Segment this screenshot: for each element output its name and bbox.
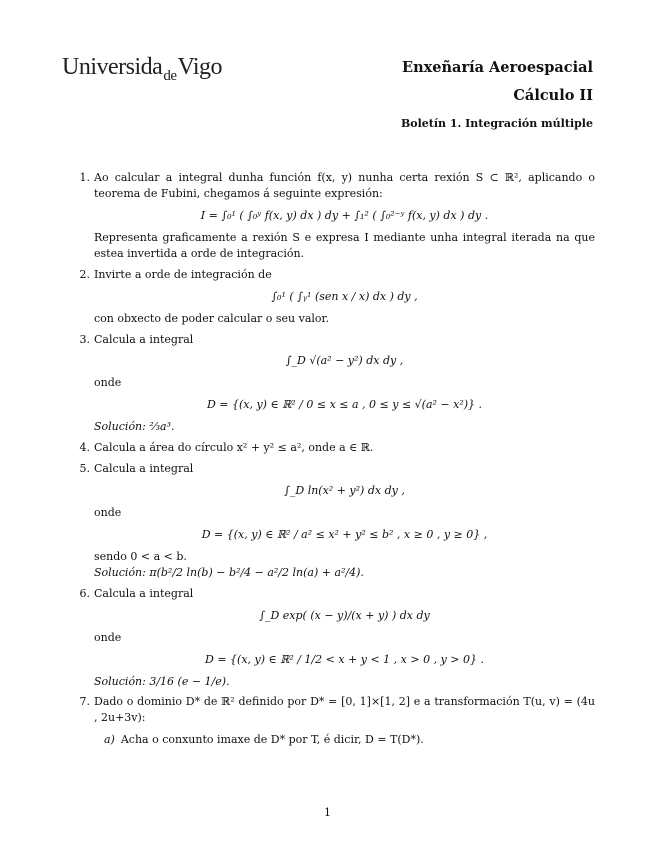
problem-equation: ∫_D √(a² − y²) dx dy , [285, 354, 404, 368]
condition-text: sendo 0 < a < b. [94, 549, 187, 563]
logo-end-text: Vigo [177, 54, 223, 80]
problem-1 [70, 170, 595, 262]
solution-text: Solución: π(b²/2 ln(b) − b²/4 − a²/2 ln(a) + a²/4). [94, 565, 364, 579]
problem-equation: ∫_D exp( (x − y)/(x + y) ) dx dy [259, 608, 430, 622]
where-label: onde [94, 376, 122, 390]
degree-title: Enxeñaría Aeroespacial [402, 59, 593, 76]
problem-number: 7. [79, 695, 90, 709]
problem-6 [70, 586, 595, 690]
sub-item-text: Acha o conxunto imaxe de D* por T, é dicir, D = T(D*). [120, 733, 424, 747]
problem-statement: Dado o dominio D* de ℝ² definido por D* = [0, 1]×[1, 2] e a transformación T(u, v) = (4u , 2u+3v): [94, 695, 595, 725]
sub-item-a [94, 732, 595, 748]
problem-statement: Calcula a área do círculo x² + y² ≤ a², onde a ∈ ℝ. [94, 441, 374, 455]
problem-statement: Ao calcular a integral dunha función f(x, y) nunha certa rexión S ⊂ ℝ², aplicando o teorema de Fubini, chegamos á seguinte expresión: [94, 171, 595, 200]
problem-equation: ∫_D ln(x² + y²) dx dy , [284, 484, 405, 498]
course-title: Cálculo II [513, 87, 593, 104]
problem-number: 4. [79, 441, 90, 455]
domain-equation: D = {(x, y) ∈ ℝ² / 0 ≤ x ≤ a , 0 ≤ y ≤ √(a² − x²)} . [206, 398, 483, 412]
problem-2 [70, 267, 595, 327]
problem-number: 6. [79, 586, 90, 600]
problem-equation: I = ∫₀¹ ( ∫₀ʸ f(x, y) dx ) dy + ∫₁² ( ∫₀²⁻ʸ f(x, y) dx ) dy . [200, 208, 489, 222]
problem-4 [70, 440, 595, 456]
problem-statement: Invirte a orde de integración de [94, 267, 272, 281]
problem-statement: Calcula a integral [94, 462, 194, 476]
problem-number: 5. [79, 462, 90, 476]
problem-statement: Calcula a integral [94, 586, 194, 600]
problem-number: 3. [79, 332, 90, 346]
sub-item-label: a) [104, 733, 115, 747]
problem-instruction: con obxecto de poder calcular o seu valor. [94, 311, 330, 325]
problem-number: 1. [79, 171, 90, 184]
university-logo [62, 50, 222, 85]
solution-text: Solución: 3/16 (e − 1/e). [94, 674, 230, 688]
where-label: onde [94, 630, 122, 644]
problem-5 [70, 461, 595, 581]
problem-statement: Calcula a integral [94, 332, 194, 346]
problem-equation: ∫₀¹ ( ∫ᵧ¹ (sen x / x) dx ) dy , [271, 289, 418, 303]
problem-instruction: Representa graficamente a rexión S e expresa I mediante unha integral iterada na que estea invertida a orde de integración. [94, 230, 595, 260]
problem-3 [70, 332, 595, 436]
logo-sub-text: de [163, 68, 177, 84]
where-label: onde [94, 506, 122, 519]
problem-list [70, 170, 595, 753]
problem-7 [70, 694, 595, 748]
logo-main-text: Universida [62, 54, 163, 80]
page-number: 1 [324, 806, 331, 819]
problem-number: 2. [79, 267, 90, 281]
domain-equation: D = {(x, y) ∈ ℝ² / 1/2 < x + y < 1 , x > 0 , y > 0} . [205, 652, 484, 666]
domain-equation: D = {(x, y) ∈ ℝ² / a² ≤ x² + y² ≤ b² , x ≥ 0 , y ≥ 0} , [201, 527, 488, 541]
sheet-title: Boletín 1. Integración múltiple [400, 117, 593, 130]
solution-text: Solución: ⅔a³. [94, 420, 175, 434]
